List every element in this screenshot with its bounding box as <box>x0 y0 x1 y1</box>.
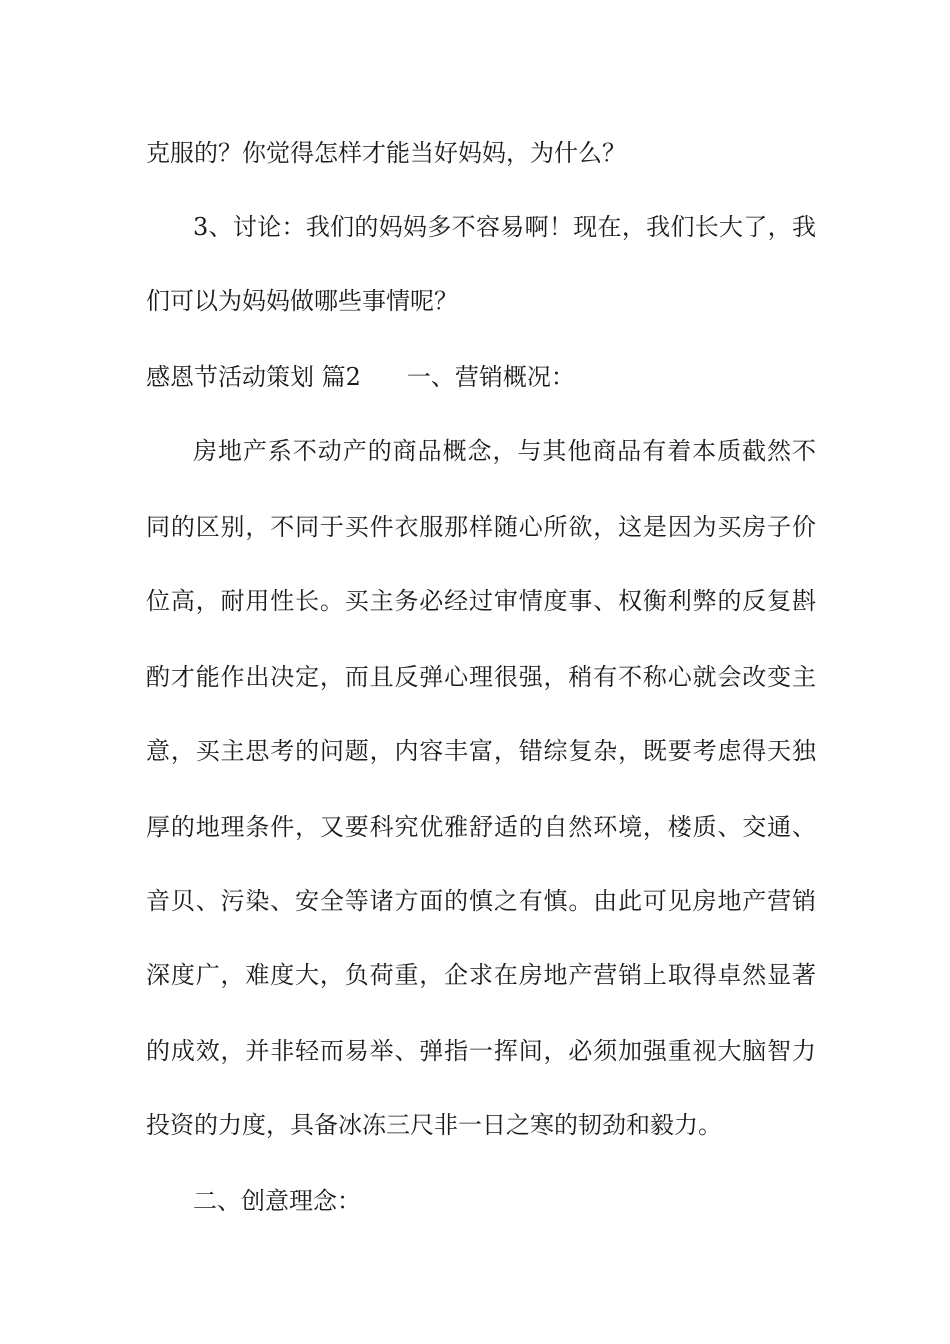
heading-section: 一、营销概况： <box>406 363 575 391</box>
paragraph-line: 房地产系不动产的商品概念，与其他商品有着本质截然不 <box>193 437 816 465</box>
text-line: 克服的？你觉得怎样才能当好妈妈，为什么？ <box>146 139 626 167</box>
paragraph-line: 深度广，难度大，负荷重，企求在房地产营销上取得卓然显著 <box>146 961 816 989</box>
paragraph-line: 意，买主思考的问题，内容丰富，错综复杂，既要考虑得天独 <box>146 737 816 765</box>
paragraph-line: 厚的地理条件，又要科究优雅舒适的自然环境，楼质、交通、 <box>146 813 816 841</box>
text-line: 3、讨论：我们的妈妈多不容易啊！现在，我们长大了，我 <box>193 213 816 241</box>
section-heading-2: 二、创意理念： <box>193 1187 361 1215</box>
paragraph-line: 酌才能作出决定，而且反弹心理很强，稍有不称心就会改变主 <box>146 663 816 691</box>
paragraph-line: 音贝、污染、安全等诸方面的慎之有慎。由此可见房地产营销 <box>146 887 816 915</box>
paragraph-line: 的成效，并非轻而易举、弹指一挥间，必须加强重视大脑智力 <box>146 1037 816 1065</box>
heading-title: 感恩节活动策划 篇2 <box>146 363 361 391</box>
paragraph-line: 投资的力度，具备冰冻三尺非一日之寒的韧劲和毅力。 <box>146 1111 722 1139</box>
text-line: 们可以为妈妈做哪些事情呢？ <box>146 287 458 315</box>
section-heading <box>146 362 816 392</box>
paragraph-line: 位高，耐用性长。买主务必经过审情度事、权衡利弊的反复斟 <box>146 587 816 615</box>
paragraph-line: 同的区别，不同于买件衣服那样随心所欲，这是因为买房子价 <box>146 513 816 541</box>
